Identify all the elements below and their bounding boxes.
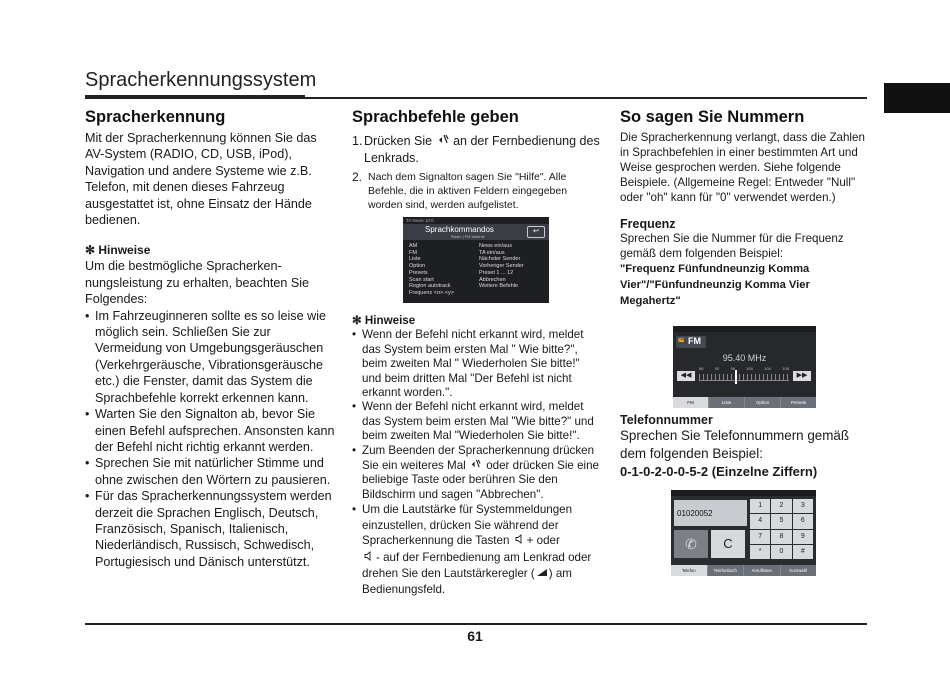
hinweise-list — [352, 328, 602, 597]
header-rule — [85, 97, 867, 99]
back-icon[interactable]: ↩ — [527, 226, 545, 238]
page-header-title: Spracherkennungssystem — [85, 69, 317, 91]
step-2 — [352, 170, 602, 212]
keypad — [750, 499, 813, 559]
keypad-key[interactable]: 8 — [771, 530, 791, 544]
radio-screen — [673, 326, 816, 408]
softkey-telefon[interactable]: Telefon — [671, 565, 708, 576]
page-number: 61 — [467, 628, 483, 644]
list-item: Liste — [409, 256, 421, 263]
voice-button-icon — [436, 133, 450, 150]
list-item: Presets — [409, 269, 428, 276]
list-item: • Sprechen Sie mit natürlicher Stimme und ohne zwischen den Wörtern zu pausieren. — [85, 455, 335, 488]
list-item: News ein/aus — [479, 243, 513, 249]
frequenz-heading: Frequenz — [620, 217, 676, 231]
radio-softkeys — [673, 397, 816, 408]
keypad-key[interactable]: 5 — [771, 514, 791, 528]
frequenz-example: "Frequenz Fünfundneunzig Komma Vier"/"Fünfundneunzig Komma Vier Megahertz" — [620, 263, 810, 307]
list-item: FM — [409, 249, 417, 256]
list-item: • Wenn der Befehl nicht erkannt wird, meldet das System beim ersten Mal "Wie bitte?" und beim zweiten Mal "Wiederholen Sie bitte!". — [352, 400, 602, 443]
section-heading: Spracherkennung — [85, 108, 226, 126]
list-item: AM — [409, 243, 418, 249]
hinweise-block — [352, 314, 602, 598]
keypad-key[interactable]: 0 — [771, 545, 791, 559]
telefon-text: Sprechen Sie Telefonnummern gemäß dem folgenden Beispiel: — [620, 428, 850, 461]
hinweise-title: ✻ Hinweise — [352, 314, 416, 327]
frequenz-text: Sprechen Sie die Nummer für die Frequenz gemäß dem folgenden Beispiel: — [620, 232, 844, 260]
softkey-kurzwahl[interactable]: Kurzwahl — [781, 565, 817, 576]
keypad-key[interactable]: 3 — [793, 499, 813, 513]
band-label: FM — [688, 336, 701, 346]
voice-commands-screen — [403, 217, 549, 303]
section-heading: Sprachbefehle geben — [352, 108, 519, 126]
step-number: 2. — [352, 170, 363, 184]
clear-button[interactable]: C — [711, 530, 745, 558]
keypad-key[interactable]: # — [793, 545, 813, 559]
hinweise-list — [85, 308, 335, 571]
keypad-key[interactable]: * — [750, 545, 770, 559]
frequency-display: 95.40 MHz — [722, 353, 767, 363]
list-item-text: Um die Lautstärke für Systemmeldungen einzustellen, drücken Sie während der Spracherkennung die Tasten — [362, 503, 573, 548]
telefon-block — [620, 413, 870, 481]
intro-paragraph: Die Spracherkennung verlangt, dass die Zahlen in Sprachbefehlen in einer bestimmten Art und Weise gesprochen werden. Siehe folgende Beispiele. (Allgemeine Regel: Entweder "Null" oder "oh" kann für "0" verwendet werden.) — [620, 131, 865, 204]
keypad-key[interactable]: 1 — [750, 499, 770, 513]
tuner-bar[interactable] — [699, 374, 789, 381]
tuner-scale — [699, 366, 789, 371]
list-item: • Für das Spracherkennungssystem werden derzeit die Sprachen Englisch, Deutsch, Französisch, Spanisch, Italienisch, Niederländisch, Russisch, Schwedisch, Portugiesisch und Dänisch unterstützt. — [85, 488, 335, 570]
list-item: Vorheriger Sender — [479, 263, 524, 270]
section-heading: So sagen Sie Nummern — [620, 108, 805, 126]
volume-down-sign: - — [376, 550, 380, 564]
step-text: an der Fernbedienung des Lenkrads. — [364, 134, 600, 165]
hinweise-title: ✻ Hinweise — [85, 243, 151, 258]
list-item: Region autotrack — [409, 283, 451, 290]
status-bar — [673, 326, 816, 332]
keypad-key[interactable]: 2 — [771, 499, 791, 513]
list-item-text: Zum Beenden der Spracherkennung drücken Sie ein weiteres Mal — [362, 443, 595, 473]
command-list-right — [479, 243, 524, 290]
intro-paragraph: Mit der Spracherkennung können Sie das AV-System (RADIO, CD, USB, iPod), Navigation und andere Systeme wie z.B. Telefon, mit denen dieses Fahrzeug ausgestattet ist, ohne Einsatz der Hände bedienen. — [85, 131, 317, 228]
seek-back-button[interactable]: ◀◀ — [677, 371, 695, 381]
list-item: TA ein/aus — [479, 249, 505, 256]
list-item: Nächster Sender — [479, 256, 521, 263]
softkey-anruflisten[interactable]: Anruflisten — [744, 565, 781, 576]
softkey-liste[interactable]: Liste — [709, 397, 745, 408]
volume-down-icon — [362, 551, 376, 566]
screen-subtitle: Radio | FM befehle — [451, 234, 485, 239]
seek-forward-button[interactable]: ▶▶ — [793, 371, 811, 381]
softkey-presets[interactable]: Presets — [781, 397, 816, 408]
column-spracherkennung — [85, 108, 335, 570]
list-item — [352, 444, 602, 503]
chapter-tab — [884, 83, 950, 113]
phone-screen — [671, 490, 816, 576]
footer-rule — [85, 623, 867, 625]
phone-softkeys — [671, 565, 816, 576]
keypad-key[interactable]: 7 — [750, 530, 770, 544]
list-item: Frequenz <n>.<y> — [409, 289, 454, 296]
keypad-key[interactable]: 9 — [793, 530, 813, 544]
volume-up-icon — [513, 534, 527, 549]
list-item-text: oder — [536, 534, 560, 548]
volume-knob-icon — [535, 567, 549, 582]
column-nummern — [620, 108, 868, 573]
radio-icon: 📻 — [678, 337, 685, 343]
volume-up-sign: + — [526, 534, 534, 548]
list-item: Preset 1 ... 12 — [479, 269, 514, 276]
list-item-text: oder drücken Sie eine beliebige Taste oder berühren Sie den Bildschirm und sagen "Abbrechen". — [362, 459, 600, 501]
list-item: Abbrechen — [479, 276, 506, 283]
hinweise-intro: Um die bestmögliche Spracherkennungsleistung zu erhalten, beachten Sie Folgendes: — [85, 259, 310, 307]
list-item: • Im Fahrzeuginneren sollte es so leise wie möglich sein. Schließen Sie zur Vermeidung von Umgebungsgeräuschen (Verkehrgeräusche, Vibrationsgeräusche etc.) die Fenster, damit das System die Sprachbefehle korrekt erkennen kann. — [85, 308, 335, 406]
tick-label: 100 — [746, 366, 753, 371]
step-text: Drücken Sie — [364, 134, 433, 148]
list-item: • Wenn der Befehl nicht erkannt wird, meldet das System beim ersten Mal " Wie bitte?", beim zweiten Mal " Wiederholen Sie bitte!" und beim dritten Mal "Der Befehl ist nicht erkannt worden.". — [352, 328, 602, 400]
status-bar — [671, 490, 816, 496]
tick-label: 96 — [730, 366, 735, 371]
voice-button-icon — [469, 458, 483, 473]
step-1 — [352, 133, 602, 166]
list-item: • Warten Sie den Signalton ab, bevor Sie einen Befehl aufsprechen. Ansonsten kann der Befehl nicht richtig erkannt werden. — [85, 406, 335, 455]
tuner-needle — [735, 370, 737, 384]
list-item: • Um die Lautstärke für Systemmeldungen einzustellen, drücken Sie während der Spracherkennung die Tasten + oder - auf der Fernbedienung am Lenkrad oder drehen Sie den Lautstärkeregler ( ) am Bedienungsfeld. — [352, 502, 602, 597]
softkey-fm[interactable]: FM — [673, 397, 709, 408]
step-number: 1. — [352, 134, 363, 148]
call-button[interactable]: ✆ — [674, 530, 708, 558]
list-item: Scan start — [409, 276, 434, 283]
list-item-text: auf der Fernbedienung am Lenkrad oder drehen Sie den Lautstärkeregler — [362, 550, 592, 580]
softkey-option[interactable]: Option — [745, 397, 781, 408]
softkey-telefonbuch[interactable]: Telefonbuch — [708, 565, 745, 576]
screen-title: Sprachkommandos — [425, 225, 494, 234]
tick-label: 104 — [764, 366, 771, 371]
dialed-number: 01020052 — [677, 509, 713, 518]
step-text: Nach dem Signalton sagen Sie "Hilfe". Alle Befehle, die in aktiven Feldern eingegeben worden sind, werden aufgelistet. — [368, 171, 568, 211]
keypad-key[interactable]: 6 — [793, 514, 813, 528]
telefon-example: 0-1-0-2-0-0-5-2 (Einzelne Ziffern) — [620, 464, 818, 479]
list-item-text: am Bedienungsfeld. — [362, 566, 572, 597]
column-sprachbefehle — [352, 108, 602, 597]
telefon-heading: Telefonnummer — [620, 413, 713, 427]
tick-label: 108 — [782, 366, 789, 371]
status-bar: TA News 10:0 — [406, 218, 434, 223]
list-item: Option — [409, 263, 426, 270]
keypad-key[interactable]: 4 — [750, 514, 770, 528]
tick-label: 88 — [699, 366, 704, 371]
tick-label: 92 — [714, 366, 720, 371]
command-list-left — [409, 243, 454, 297]
list-item: Weitere Befehle — [479, 283, 519, 290]
